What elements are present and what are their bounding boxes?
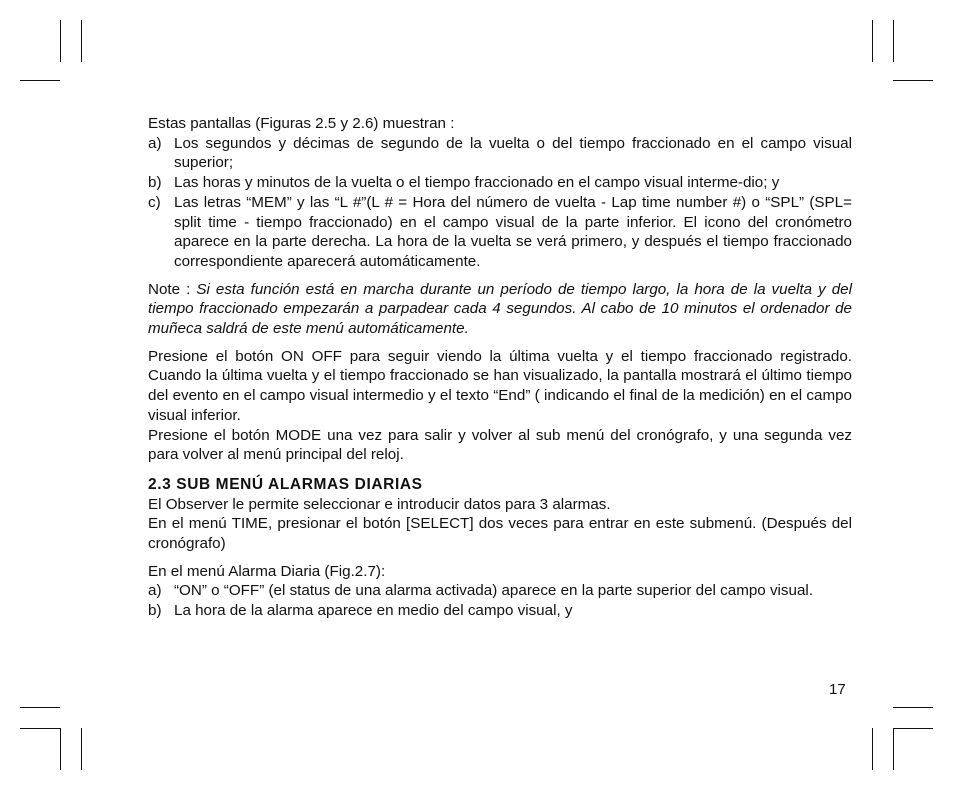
- list-item-label: b): [148, 174, 162, 192]
- crop-mark: [872, 728, 873, 770]
- crop-mark: [893, 707, 933, 708]
- list-item-text: La hora de la alarma aparece en medio del campo visual, y: [174, 602, 573, 620]
- crop-mark: [893, 20, 894, 62]
- list-item-text: Las letras “MEM” y las “L #”(L # = Hora del número de vuelta - Lap time number #) o “SPL” (SPL= split time - tiempo fraccionado) en el campo visual de la parte inferior. El icono del cronómetro aparece en la parte derecha. La hora de la vuelta se verá primero, y después el tiempo fraccionado correspondiente aparecerá automáticamente.: [174, 193, 852, 270]
- section-heading: 2.3 SUB MENÚ ALARMAS DIARIAS: [148, 475, 423, 493]
- page-number: 17: [829, 681, 846, 698]
- list-item-label: a): [148, 582, 162, 600]
- crop-mark: [20, 728, 60, 729]
- list-item-label: b): [148, 602, 162, 620]
- page-content: [148, 114, 852, 621]
- crop-mark: [893, 728, 894, 770]
- crop-mark: [81, 20, 82, 62]
- mode-paragraph: Presione el botón MODE una vez para salir y volver al sub menú del cronógrafo, y una segunda vez para volver al menú principal del reloj.: [148, 426, 852, 464]
- list-item-label: c): [148, 193, 161, 211]
- list-item-label: a): [148, 134, 162, 152]
- alarm-intro: En el menú Alarma Diaria (Fig.2.7):: [148, 562, 386, 580]
- list-item: [148, 601, 852, 621]
- list-item-text: Las horas y minutos de la vuelta o el tiempo fraccionado en el campo visual interme-dio; y: [174, 174, 780, 192]
- crop-mark: [893, 80, 933, 81]
- crop-mark: [893, 728, 933, 729]
- crop-mark: [20, 707, 60, 708]
- intro-paragraph: Estas pantallas (Figuras 2.5 y 2.6) muestran :: [148, 115, 455, 132]
- list-item-text: “ON” o “OFF” (el status de una alarma activada) aparece en la parte superior del campo visual.: [174, 582, 814, 600]
- crop-mark: [60, 20, 61, 62]
- crop-mark: [20, 80, 60, 81]
- note-text: Si esta función está en marcha durante un período de tiempo largo, la hora de la vuelta y del tiempo fraccionado empezarán a parpadear cada 4 segundos. Al cabo de 10 minutos el ordenador de muñeca saldrá de este menú automáticamente.: [148, 280, 852, 338]
- section-line-2: En el menú TIME, presionar el botón [SELECT] dos veces para entrar en este submenú. (Después del cronógrafo): [148, 515, 852, 553]
- list-item: [148, 134, 852, 173]
- list-item-text: Los segundos y décimas de segundo de la vuelta o del tiempo fraccionado en el campo visual superior;: [174, 134, 852, 172]
- note-paragraph: [148, 280, 852, 339]
- crop-mark: [81, 728, 82, 770]
- section-line-1: El Observer le permite seleccionar e introducir datos para 3 alarmas.: [148, 495, 611, 513]
- crop-mark: [872, 20, 873, 62]
- onoff-paragraph: Presione el botón ON OFF para seguir viendo la última vuelta y el tiempo fraccionado registrado. Cuando la última vuelta y el tiempo fraccionado se han visualizado, la pantalla mostrará el último tiempo del evento en el campo visual intermedio y el texto “End” ( indicando el final de la medición) en el campo visual inferior.: [148, 347, 852, 424]
- list-item: [148, 173, 852, 193]
- list-item: [148, 193, 852, 272]
- list-item: [148, 581, 852, 601]
- note-label: Note :: [148, 280, 197, 298]
- crop-mark: [60, 728, 61, 770]
